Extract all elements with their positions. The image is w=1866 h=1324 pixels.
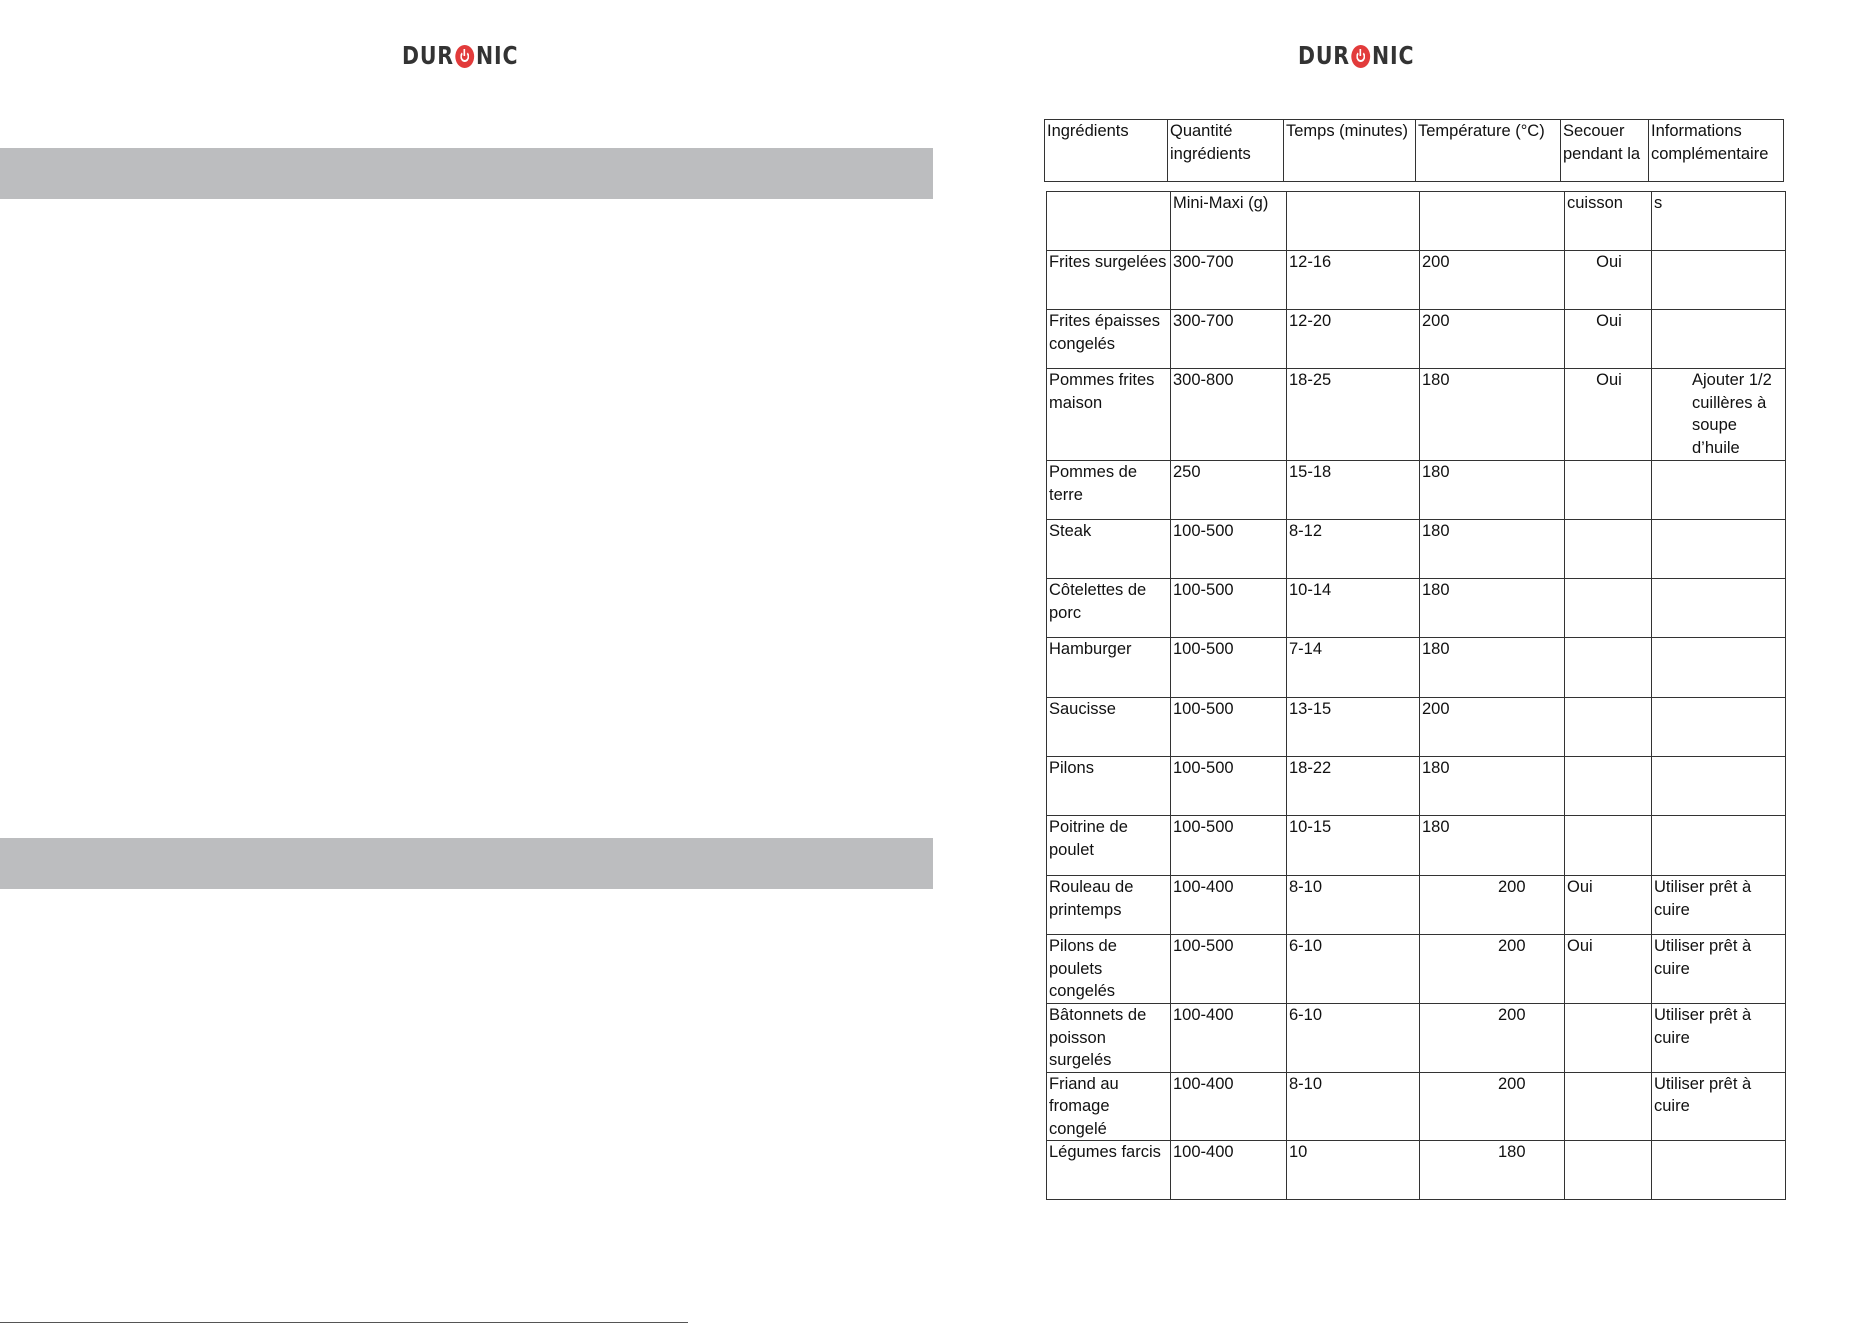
cell-info xyxy=(1652,638,1786,698)
cell-quantity: 100-500 xyxy=(1171,638,1287,698)
cell-quantity: 100-500 xyxy=(1171,816,1287,876)
power-icon xyxy=(1352,45,1371,68)
cell-quantity: 300-800 xyxy=(1171,369,1287,461)
table-row xyxy=(1047,876,1786,935)
cell-time: 10-15 xyxy=(1287,816,1420,876)
subheader-row xyxy=(1047,192,1786,251)
cell-time: 10 xyxy=(1287,1141,1420,1200)
cell-quantity: 300-700 xyxy=(1171,251,1287,310)
table-row xyxy=(1047,310,1786,369)
cell-temperature: 180 xyxy=(1420,757,1565,816)
cell-ingredient: Steak xyxy=(1047,520,1171,579)
cell-time: 6-10 xyxy=(1287,1004,1420,1073)
cell-ingredient: Frites surgelées xyxy=(1047,251,1171,310)
cell-info xyxy=(1652,698,1786,757)
cell-info xyxy=(1652,520,1786,579)
cell-time: 15-18 xyxy=(1287,461,1420,520)
cell-ingredient: Pilons de poulets congelés xyxy=(1047,935,1171,1004)
cooking-table xyxy=(1046,191,1786,1200)
right-page xyxy=(933,0,1866,1324)
cell-shake: Oui xyxy=(1565,251,1652,310)
cell-ingredient: Légumes farcis xyxy=(1047,1141,1171,1200)
subheader-ingredients xyxy=(1047,192,1171,251)
table-row xyxy=(1047,757,1786,816)
subheader-quantity: Mini-Maxi (g) xyxy=(1171,192,1287,251)
brand-logo xyxy=(1298,41,1414,71)
cell-time: 18-25 xyxy=(1287,369,1420,461)
logo-text-start: DUR xyxy=(1298,41,1350,70)
table-row xyxy=(1047,520,1786,579)
cell-ingredient: Côtelettes de porc xyxy=(1047,579,1171,638)
cell-info: Utiliser prêt à cuire xyxy=(1652,876,1786,935)
table-row xyxy=(1047,816,1786,876)
subheader-time xyxy=(1287,192,1420,251)
header-temperature: Température (°C) xyxy=(1416,120,1561,182)
cell-ingredient: Pommes de terre xyxy=(1047,461,1171,520)
cell-quantity: 100-400 xyxy=(1171,1141,1287,1200)
cell-temperature: 180 xyxy=(1420,638,1565,698)
cell-temperature: 180 xyxy=(1420,520,1565,579)
cooking-table-body xyxy=(1047,192,1786,1200)
cell-ingredient: Friand au fromage congelé xyxy=(1047,1072,1171,1141)
cell-temperature: 200 xyxy=(1420,310,1565,369)
header-row xyxy=(1045,120,1784,182)
cell-time: 6-10 xyxy=(1287,935,1420,1004)
header-info: Informations complémentaire xyxy=(1649,120,1784,182)
table-row xyxy=(1047,251,1786,310)
cell-info xyxy=(1652,757,1786,816)
cell-quantity: 250 xyxy=(1171,461,1287,520)
cell-ingredient: Frites épaisses congelés xyxy=(1047,310,1171,369)
cell-info xyxy=(1652,579,1786,638)
cell-temperature: 180 xyxy=(1420,461,1565,520)
cell-ingredient: Poitrine de poulet xyxy=(1047,816,1171,876)
power-icon xyxy=(456,45,475,68)
cell-quantity: 100-400 xyxy=(1171,1004,1287,1073)
subheader-shake: cuisson xyxy=(1565,192,1652,251)
table-row xyxy=(1047,935,1786,1004)
table-row xyxy=(1047,369,1786,461)
header-shake: Secouer pendant la xyxy=(1561,120,1649,182)
table-row xyxy=(1047,461,1786,520)
brand-logo xyxy=(402,41,518,71)
cell-quantity: 300-700 xyxy=(1171,310,1287,369)
table-row xyxy=(1047,1072,1786,1141)
subheader-temperature xyxy=(1420,192,1565,251)
cell-ingredient: Pilons xyxy=(1047,757,1171,816)
cell-time: 8-10 xyxy=(1287,1072,1420,1141)
cell-shake xyxy=(1565,520,1652,579)
header-time: Temps (minutes) xyxy=(1284,120,1416,182)
table-row xyxy=(1047,579,1786,638)
cell-temperature: 180 xyxy=(1420,369,1565,461)
cell-quantity: 100-500 xyxy=(1171,935,1287,1004)
table-row xyxy=(1047,698,1786,757)
cell-shake xyxy=(1565,579,1652,638)
cell-shake: Oui xyxy=(1565,369,1652,461)
cell-shake: Oui xyxy=(1565,876,1652,935)
cell-shake xyxy=(1565,638,1652,698)
cell-info: Utiliser prêt à cuire xyxy=(1652,1072,1786,1141)
logo-text-end: NIC xyxy=(1372,41,1415,70)
cell-quantity: 100-400 xyxy=(1171,1072,1287,1141)
cell-ingredient: Bâtonnets de poisson surgelés xyxy=(1047,1004,1171,1073)
cell-time: 12-16 xyxy=(1287,251,1420,310)
cell-shake xyxy=(1565,816,1652,876)
cell-shake xyxy=(1565,1004,1652,1073)
cell-info xyxy=(1652,310,1786,369)
cell-temperature: 180 xyxy=(1420,579,1565,638)
cell-info xyxy=(1652,816,1786,876)
cell-time: 12-20 xyxy=(1287,310,1420,369)
cell-temperature: 200 xyxy=(1420,1004,1565,1073)
logo-text-end: NIC xyxy=(476,41,519,70)
cell-quantity: 100-500 xyxy=(1171,579,1287,638)
cell-temperature: 200 xyxy=(1420,935,1565,1004)
cell-ingredient: Pommes frites maison xyxy=(1047,369,1171,461)
cell-time: 8-10 xyxy=(1287,876,1420,935)
cooking-table-header xyxy=(1044,119,1784,182)
cell-time: 8-12 xyxy=(1287,520,1420,579)
cell-info xyxy=(1652,251,1786,310)
cell-info: Utiliser prêt à cuire xyxy=(1652,935,1786,1004)
cell-info: Utiliser prêt à cuire xyxy=(1652,1004,1786,1073)
cell-info: Ajouter 1/2 cuillères à soupe d’huile xyxy=(1652,369,1786,461)
cell-quantity: 100-500 xyxy=(1171,698,1287,757)
cell-shake: Oui xyxy=(1565,935,1652,1004)
cell-time: 18-22 xyxy=(1287,757,1420,816)
subheader-info: s xyxy=(1652,192,1786,251)
footer-divider xyxy=(0,1322,688,1323)
cell-quantity: 100-500 xyxy=(1171,520,1287,579)
cell-shake xyxy=(1565,461,1652,520)
header-ingredients: Ingrédients xyxy=(1045,120,1168,182)
cell-shake: Oui xyxy=(1565,310,1652,369)
cell-ingredient: Rouleau de printemps xyxy=(1047,876,1171,935)
table-row xyxy=(1047,1141,1786,1200)
cell-ingredient: Saucisse xyxy=(1047,698,1171,757)
table-row xyxy=(1047,1004,1786,1073)
cell-ingredient: Hamburger xyxy=(1047,638,1171,698)
section-band-top xyxy=(0,148,933,199)
table-row xyxy=(1047,638,1786,698)
cell-time: 10-14 xyxy=(1287,579,1420,638)
cell-temperature: 200 xyxy=(1420,698,1565,757)
cell-quantity: 100-500 xyxy=(1171,757,1287,816)
cell-time: 13-15 xyxy=(1287,698,1420,757)
logo-text-start: DUR xyxy=(402,41,454,70)
cell-shake xyxy=(1565,698,1652,757)
cell-shake xyxy=(1565,1072,1652,1141)
cell-shake xyxy=(1565,1141,1652,1200)
header-quantity: Quantité ingrédients xyxy=(1168,120,1284,182)
cell-temperature: 180 xyxy=(1420,816,1565,876)
cell-temperature: 200 xyxy=(1420,876,1565,935)
cell-temperature: 200 xyxy=(1420,251,1565,310)
cell-quantity: 100-400 xyxy=(1171,876,1287,935)
cell-time: 7-14 xyxy=(1287,638,1420,698)
cell-info xyxy=(1652,461,1786,520)
cell-info xyxy=(1652,1141,1786,1200)
cell-shake xyxy=(1565,757,1652,816)
cell-temperature: 180 xyxy=(1420,1141,1565,1200)
cell-temperature: 200 xyxy=(1420,1072,1565,1141)
section-band-bottom xyxy=(0,838,933,889)
